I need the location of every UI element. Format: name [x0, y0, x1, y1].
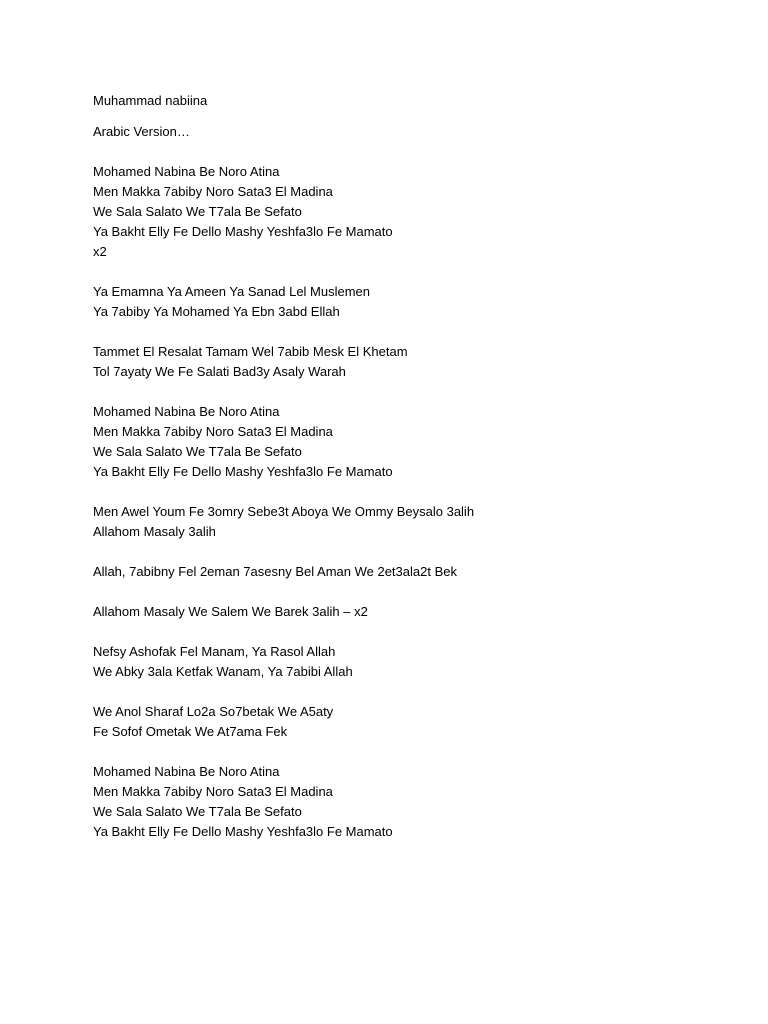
lyrics-line: Men Makka 7abiby Noro Sata3 El Madina: [93, 424, 333, 439]
lyrics-line: We Sala Salato We T7ala Be Sefato: [93, 204, 302, 219]
lyrics-line: Men Makka 7abiby Noro Sata3 El Madina: [93, 184, 333, 199]
lyrics-line: x2: [93, 244, 107, 259]
lyrics-line: Tammet El Resalat Tamam Wel 7abib Mesk El Khetam: [93, 344, 408, 359]
lyrics-line: Mohamed Nabina Be Noro Atina: [93, 164, 280, 179]
lyrics-line: Men Awel Youm Fe 3omry Sebe3t Aboya We Ommy Beysalo 3alih: [93, 504, 475, 519]
lyrics-line: We Sala Salato We T7ala Be Sefato: [93, 444, 302, 459]
lyrics-stanza: [93, 502, 713, 542]
lyrics-line: We Sala Salato We T7ala Be Sefato: [93, 804, 302, 819]
lyrics-line: Mohamed Nabina Be Noro Atina: [93, 404, 280, 419]
lyrics-line: Mohamed Nabina Be Noro Atina: [93, 764, 280, 779]
lyrics-stanza: [93, 702, 713, 742]
lyrics-line: Ya 7abiby Ya Mohamed Ya Ebn 3abd Ellah: [93, 304, 340, 319]
lyrics-body: [93, 162, 713, 842]
lyrics-stanza: [93, 762, 713, 842]
lyrics-line: Ya Emamna Ya Ameen Ya Sanad Lel Muslemen: [93, 284, 371, 299]
lyrics-stanza: [93, 642, 713, 682]
lyrics-line: Ya Bakht Elly Fe Dello Mashy Yeshfa3lo Fe Mamato: [93, 224, 393, 239]
lyrics-line: Tol 7ayaty We Fe Salati Bad3y Asaly Warah: [93, 364, 346, 379]
lyrics-line: We Abky 3ala Ketfak Wanam, Ya 7abibi Allah: [93, 664, 353, 679]
lyrics-stanza: [93, 342, 713, 382]
document-content: [93, 91, 713, 862]
lyrics-line: Ya Bakht Elly Fe Dello Mashy Yeshfa3lo Fe Mamato: [93, 464, 393, 479]
lyrics-line: Men Makka 7abiby Noro Sata3 El Madina: [93, 784, 333, 799]
document-title: Muhammad nabiina: [93, 93, 208, 108]
document-subtitle: Arabic Version…: [93, 124, 190, 139]
lyrics-line: Fe Sofof Ometak We At7ama Fek: [93, 724, 288, 739]
lyrics-line: Allah, 7abibny Fel 2eman 7asesny Bel Aman We 2et3ala2t Bek: [93, 564, 457, 579]
lyrics-stanza: [93, 562, 713, 582]
lyrics-line: We Anol Sharaf Lo2a So7betak We A5aty: [93, 704, 334, 719]
lyrics-line: Allahom Masaly 3alih: [93, 524, 216, 539]
lyrics-stanza: [93, 162, 713, 262]
lyrics-stanza: [93, 282, 713, 322]
lyrics-line: Ya Bakht Elly Fe Dello Mashy Yeshfa3lo Fe Mamato: [93, 824, 393, 839]
lyrics-line: Allahom Masaly We Salem We Barek 3alih – x2: [93, 604, 368, 619]
lyrics-line: Nefsy Ashofak Fel Manam, Ya Rasol Allah: [93, 644, 336, 659]
lyrics-stanza: [93, 402, 713, 482]
lyrics-stanza: [93, 602, 713, 622]
